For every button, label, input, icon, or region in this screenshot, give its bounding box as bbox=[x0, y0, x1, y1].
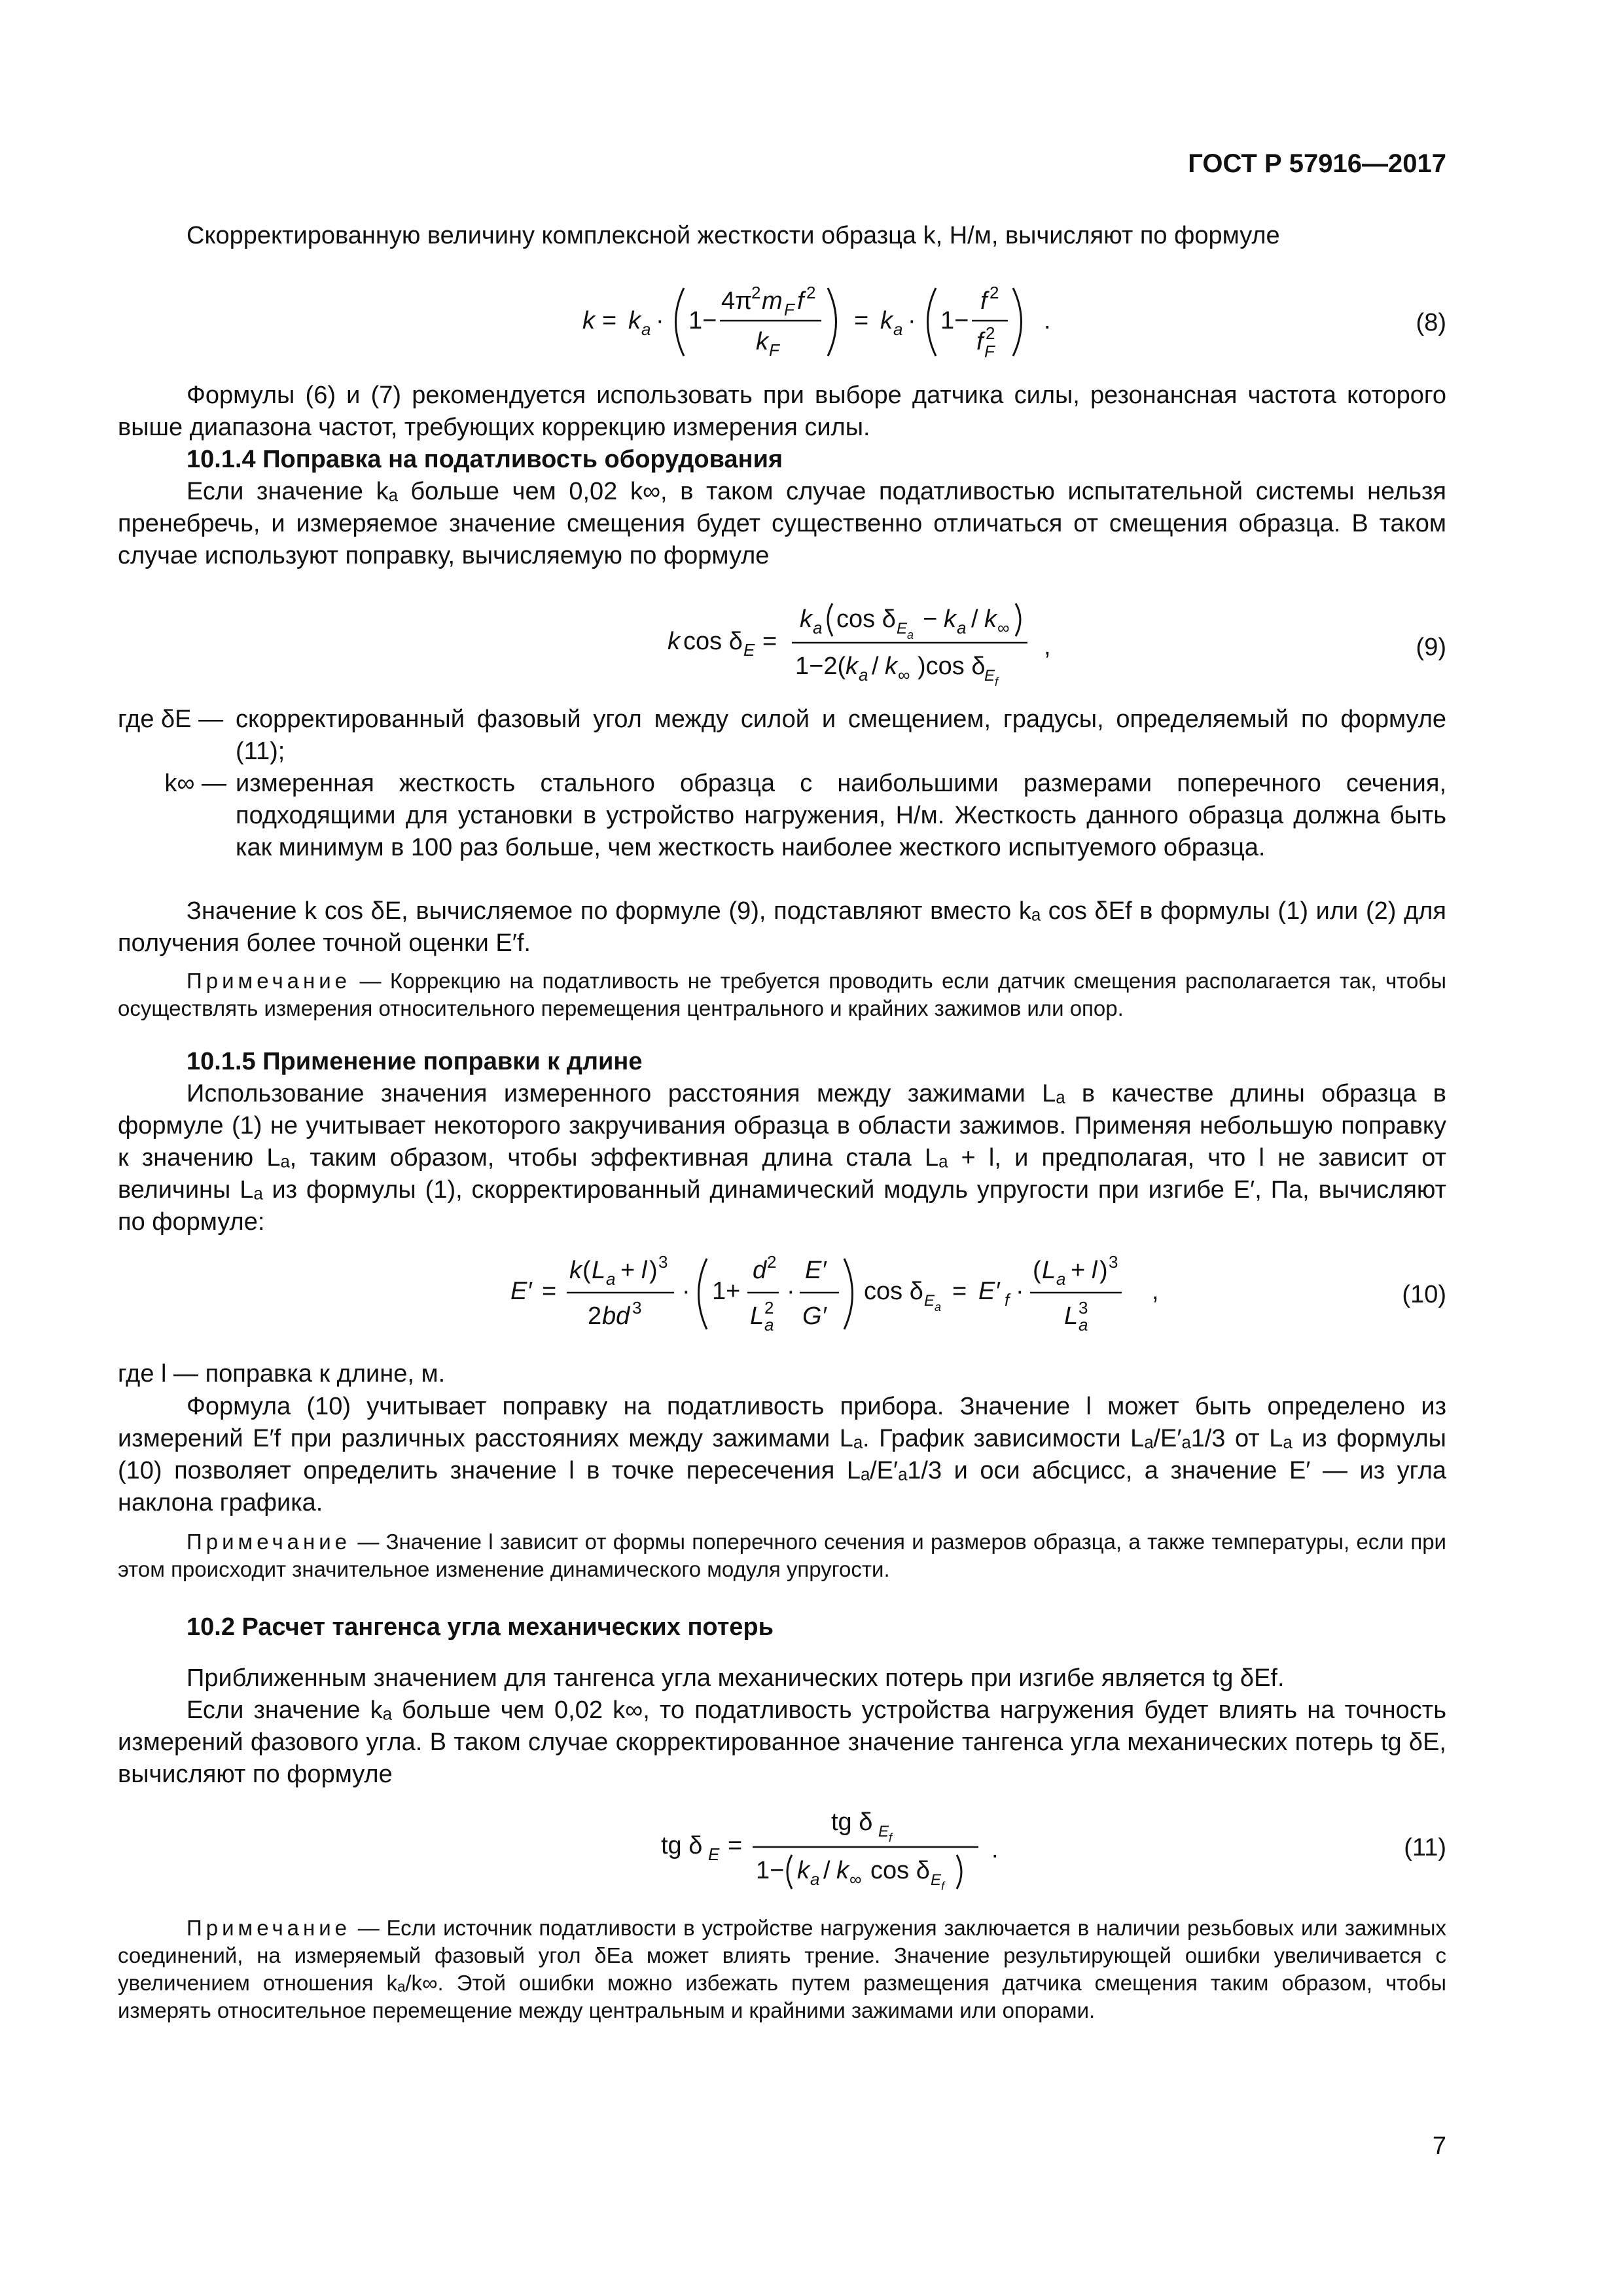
svg-text:k: k bbox=[668, 628, 680, 655]
svg-text:3: 3 bbox=[1079, 1298, 1088, 1318]
svg-text:f: f bbox=[1005, 1290, 1010, 1310]
note-2 bbox=[118, 1528, 1446, 1583]
section-10-1-5-heading: 10.1.5 Применение поправки к длине bbox=[187, 1048, 643, 1075]
equation-9 bbox=[0, 589, 1623, 694]
svg-text:1−: 1− bbox=[940, 307, 969, 334]
svg-text:a: a bbox=[859, 665, 868, 685]
definition-l: где l — поправка к длине, м. bbox=[118, 1360, 446, 1388]
svg-text:∞: ∞ bbox=[898, 665, 910, 685]
equation-8-number: (8) bbox=[1416, 309, 1446, 336]
svg-text:a: a bbox=[641, 319, 651, 339]
svg-text:k: k bbox=[797, 1857, 810, 1884]
equation-11 bbox=[0, 1793, 1623, 1898]
svg-text:F: F bbox=[769, 340, 779, 360]
svg-text:cos δ: cos δ bbox=[683, 628, 743, 655]
svg-text:∞: ∞ bbox=[997, 618, 1010, 637]
svg-text:E′: E′ bbox=[978, 1278, 1000, 1305]
note-label: Примечание bbox=[187, 969, 351, 993]
svg-text:cos δ: cos δ bbox=[864, 1278, 923, 1305]
equation-9-number: (9) bbox=[1416, 634, 1446, 661]
paragraph-after-eq9: Значение k cos δE, вычисляемое по формуле (9), подставляют вместо kₐ cos δEf в формулы (1) или (2) для получения более точной оценки E′f. bbox=[118, 897, 1446, 957]
svg-text:=: = bbox=[542, 1278, 557, 1305]
section-10-1-4-text: Если значение kₐ больше чем 0,02 k∞, в таком случае податливостью испытательной системы нельзя пренебречь, и измеряемое значение смещения будет существенно отличаться от смещения образца. В таком случае используют поправку, вычисляемую по формуле bbox=[118, 478, 1446, 569]
note-text: — Значение l зависит от формы поперечного сечения и размеров образца, а также температуры, если при этом происходит значительное изменение динамического модуля упругости. bbox=[118, 1530, 1446, 1581]
svg-text:k: k bbox=[846, 653, 858, 680]
svg-text:L: L bbox=[1042, 1257, 1056, 1284]
svg-text:2: 2 bbox=[806, 283, 816, 302]
svg-text:(: ( bbox=[1033, 1257, 1041, 1284]
section-10-2-text-2: Если значение kₐ больше чем 0,02 k∞, то податливость устройства нагружения будет влиять на точность измерений фазового угла. В таком случае скорректированное значение тангенса угла механических потерь tg δE, вычисляют по формуле bbox=[118, 1696, 1446, 1788]
definition-term: k∞ — bbox=[164, 770, 226, 797]
svg-text:1−: 1− bbox=[756, 1857, 785, 1884]
svg-text:)cos δ: )cos δ bbox=[918, 653, 986, 680]
equation-11-number: (11) bbox=[1404, 1834, 1446, 1861]
svg-text:k: k bbox=[569, 1257, 582, 1284]
svg-text:k: k bbox=[582, 307, 595, 334]
svg-text:E: E bbox=[897, 620, 908, 637]
svg-text:·: · bbox=[908, 307, 916, 334]
svg-text:3: 3 bbox=[632, 1298, 642, 1318]
svg-text:·: · bbox=[1016, 1278, 1024, 1305]
equation-8-formula bbox=[576, 268, 1230, 367]
paragraph-after-eq8: Формулы (6) и (7) рекомендуется использовать при выборе датчика силы, резонансная частота которого выше диапазона частот, требующих коррекцию измерения силы. bbox=[118, 382, 1446, 441]
svg-text:E: E bbox=[743, 640, 755, 660]
svg-text:): ) bbox=[649, 1257, 658, 1284]
svg-text:G′: G′ bbox=[802, 1302, 827, 1330]
svg-text:): ) bbox=[1099, 1257, 1108, 1284]
svg-text:a: a bbox=[813, 618, 823, 637]
equation-10-number: (10) bbox=[1402, 1281, 1446, 1308]
svg-text:1+: 1+ bbox=[712, 1278, 741, 1305]
svg-text:k: k bbox=[756, 328, 768, 355]
svg-text:=: = bbox=[952, 1278, 967, 1305]
svg-text:1−2(: 1−2( bbox=[795, 653, 846, 680]
svg-text:(: ( bbox=[582, 1257, 591, 1284]
note-label: Примечание bbox=[187, 1916, 351, 1940]
svg-text:1−: 1− bbox=[688, 307, 717, 334]
svg-text:a: a bbox=[810, 1869, 820, 1889]
svg-text:a: a bbox=[606, 1269, 616, 1289]
definition-term: где δE — bbox=[118, 706, 224, 733]
svg-text:·: · bbox=[787, 1278, 795, 1305]
svg-text:f: f bbox=[941, 1880, 945, 1893]
svg-text:a: a bbox=[764, 1315, 774, 1335]
section-10-2-text-1: Приближенным значением для тангенса угла механических потерь при изгибе является tg δEf. bbox=[187, 1664, 1285, 1692]
svg-text:cos δ: cos δ bbox=[836, 605, 896, 633]
svg-text:L: L bbox=[1064, 1302, 1079, 1330]
svg-text:l: l bbox=[641, 1257, 647, 1284]
svg-text:m: m bbox=[762, 287, 783, 315]
svg-text:=: = bbox=[854, 307, 869, 334]
document-header: ГОСТ Р 57916—2017 bbox=[1188, 149, 1446, 178]
svg-text:.: . bbox=[1044, 307, 1051, 334]
note-label: Примечание bbox=[187, 1530, 351, 1554]
svg-text:F: F bbox=[984, 342, 995, 361]
svg-text:f: f bbox=[980, 287, 988, 315]
svg-text:/: / bbox=[823, 1857, 830, 1884]
svg-text:·: · bbox=[656, 307, 664, 334]
svg-text:E: E bbox=[924, 1292, 935, 1310]
svg-text:2: 2 bbox=[986, 323, 995, 343]
note-3 bbox=[118, 1914, 1446, 2024]
svg-text:f: f bbox=[976, 328, 984, 355]
svg-text:k: k bbox=[944, 605, 956, 633]
svg-text:2: 2 bbox=[588, 1302, 602, 1330]
svg-text:k: k bbox=[880, 307, 893, 334]
svg-text:k: k bbox=[800, 605, 812, 633]
note-1 bbox=[118, 967, 1446, 1022]
page-number: 7 bbox=[1432, 2132, 1446, 2160]
svg-text:k: k bbox=[836, 1857, 849, 1884]
svg-text:f: f bbox=[995, 675, 999, 689]
svg-text:3: 3 bbox=[658, 1252, 668, 1272]
svg-text:+: + bbox=[1071, 1257, 1086, 1284]
svg-text:2: 2 bbox=[751, 283, 761, 302]
svg-text:k: k bbox=[628, 307, 641, 334]
svg-text:E: E bbox=[878, 1823, 889, 1840]
svg-text:d: d bbox=[753, 1257, 767, 1284]
svg-text:E: E bbox=[984, 667, 995, 685]
svg-text:E′: E′ bbox=[805, 1257, 827, 1284]
svg-text:L: L bbox=[592, 1257, 606, 1284]
svg-text:a: a bbox=[1079, 1315, 1088, 1335]
svg-text:=: = bbox=[762, 628, 777, 655]
svg-text:+: + bbox=[620, 1257, 635, 1284]
svg-text:E: E bbox=[708, 1844, 720, 1864]
note-text: — Коррекцию на податливость не требуется проводить если датчик смещения располагается так, чтобы осуществлять измерения относительного перемещения центрального и крайних зажимов или опор. bbox=[118, 969, 1446, 1020]
svg-text:=: = bbox=[602, 307, 617, 334]
svg-text:a: a bbox=[957, 618, 967, 637]
paragraph-after-eq10: Формула (10) учитывает поправку на податливость прибора. Значение l может быть определено из измерений E′f при различных расстояниях между зажимами Lₐ. График зависимости Lₐ/E′ₐ1/3 от Lₐ из формулы (10) позволяет определить значение l в точке пересечения Lₐ/E′ₐ1/3 и оси абсцисс, а значение E′ — из угла наклона графика. bbox=[118, 1393, 1446, 1516]
definition-delta-e bbox=[118, 704, 1446, 768]
svg-text:2: 2 bbox=[764, 1298, 774, 1318]
svg-text:bd: bd bbox=[602, 1302, 630, 1330]
svg-text:,: , bbox=[1044, 633, 1051, 660]
svg-text:l: l bbox=[1092, 1257, 1097, 1284]
svg-text:=: = bbox=[728, 1832, 743, 1859]
section-10-2-heading: 10.2 Расчет тангенса угла механических потерь bbox=[187, 1613, 774, 1641]
svg-text:−: − bbox=[923, 605, 938, 633]
svg-text:a: a bbox=[1056, 1269, 1066, 1289]
svg-text:k: k bbox=[885, 653, 897, 680]
definition-k-inf bbox=[118, 768, 1446, 864]
svg-text:cos δ: cos δ bbox=[870, 1857, 930, 1884]
svg-text:,: , bbox=[1152, 1278, 1159, 1305]
svg-text:/: / bbox=[971, 605, 978, 633]
svg-text:a: a bbox=[935, 1300, 942, 1314]
svg-text:f: f bbox=[889, 1831, 893, 1844]
svg-text:F: F bbox=[784, 300, 794, 319]
svg-text:tg δ: tg δ bbox=[831, 1808, 873, 1836]
svg-text:∞: ∞ bbox=[849, 1869, 862, 1889]
svg-text:2: 2 bbox=[767, 1252, 777, 1272]
svg-text:/: / bbox=[872, 653, 879, 680]
equation-10 bbox=[0, 1240, 1623, 1345]
section-10-1-5-text: Использование значения измеренного расстояния между зажимами Lₐ в качестве длины образца в формуле (1) не учитывает некоторого закручивания образца в области зажимов. Применяя небольшую поправку к значению Lₐ, таким образом, чтобы эффективная длина стала Lₐ + l, и предполагая, что l не зависит от величины Lₐ из формулы (1), скорректированный динамический модуль упругости при изгибе E′, Па, вычисляют по формуле: bbox=[118, 1080, 1446, 1236]
svg-text:.: . bbox=[991, 1836, 999, 1863]
svg-text:k: k bbox=[984, 605, 997, 633]
intro-paragraph: Скорректированную величину комплексной жесткости образца k, Н/м, вычисляют по формуле bbox=[187, 222, 1280, 249]
svg-text:L: L bbox=[750, 1302, 764, 1330]
svg-text:3: 3 bbox=[1109, 1252, 1118, 1272]
svg-text:a: a bbox=[893, 319, 903, 339]
svg-text:f: f bbox=[797, 287, 804, 315]
note-text: — Если источник податливости в устройстве нагружения заключается в наличии резьбовых или зажимных соединений, на измеряемый фазовый угол δEa может влиять трение. Значение результирующей ошибки увеличивается с увеличением отношения kₐ/k∞. Этой ошибки можно избежать путем размещения датчика смещения таким образом, чтобы измерять относительное перемещение между центральным и крайними зажимами или опорами. bbox=[118, 1916, 1446, 2022]
definition-text: скорректированный фазовый угол между силой и смещением, градусы, определяемый по формуле (11); bbox=[236, 706, 1446, 765]
equation-11-formula bbox=[654, 1793, 1113, 1898]
svg-text:E′: E′ bbox=[510, 1278, 532, 1305]
equation-8 bbox=[0, 268, 1623, 373]
svg-text:2: 2 bbox=[990, 283, 999, 302]
definitions-eq9 bbox=[118, 704, 1446, 864]
svg-text:tg δ: tg δ bbox=[661, 1832, 703, 1859]
svg-text:a: a bbox=[907, 628, 914, 641]
equation-10-formula bbox=[504, 1240, 1224, 1345]
section-10-1-4-heading: 10.1.4 Поправка на податливость оборудования bbox=[187, 446, 783, 473]
svg-text:4π: 4π bbox=[721, 287, 753, 315]
svg-text:·: · bbox=[682, 1278, 690, 1305]
svg-text:E: E bbox=[931, 1871, 942, 1889]
definition-text: измеренная жесткость стального образца с наибольшими размерами поперечного сечения, подходящими для установки в устройство нагружения, Н/м. Жесткость данного образца должна быть как минимум в 100 раз больше, чем жесткость наиболее жесткого испытуемого образца. bbox=[236, 770, 1446, 861]
equation-9-formula bbox=[661, 589, 1185, 694]
